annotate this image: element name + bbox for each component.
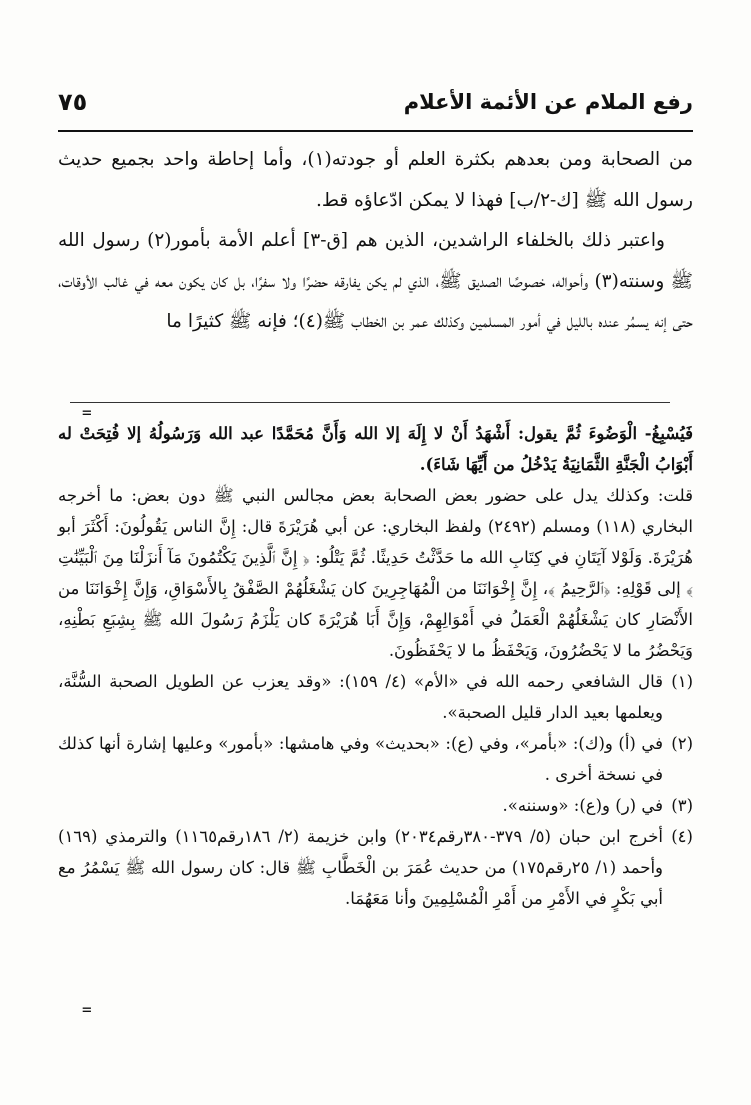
- body-paragraph-1: من الصحابة ومن بعدهم بكثرة العلم أو جودته(١)، وأما إحاطة واحد بجميع حديث رسول الله ﷺ [ك-٢/ب] فهذا لا يمكن ادّعاؤه قط.: [58, 149, 693, 211]
- footnote-number: (١): [671, 672, 693, 691]
- continuation-mark-top: =: [82, 403, 92, 422]
- footnote-text: أخرج ابن حبان (٥/ ٣٧٩-٣٨٠رقم٢٠٣٤) وابن خزيمة (٢/ ١٨٦رقم١١٦٥) والترمذي (١٦٩) وأحمد (١/ ٢٥رقم١٧٥) من حديث عُمَرَ بن الْخَطَّابِ ﷺ قال: كان رسول الله ﷺ يَسْمُرُ مع أبي بَكْرٍ في الأَمْرِ من أَمْرِ الْمُسْلِمِينَ وأنا مَعَهُمَا.: [58, 827, 663, 908]
- page-number: ٧٥: [58, 88, 88, 116]
- footnote-4: [58, 821, 693, 914]
- footnotes-section: [58, 418, 693, 914]
- footnote-number: (٤): [671, 827, 693, 846]
- footnote-number: (٣): [671, 796, 693, 815]
- footnote-3: [58, 790, 693, 821]
- continuation-mark-bottom: =: [82, 1000, 92, 1019]
- body-paragraph-2: واعتبر ذلك بالخلفاء الراشدين، الذين هم [ق-٣] أعلم الأمة بأمور(٢) رسول الله ﷺ وسنته(٣) وأحواله، خصوصًا الصديق ﷺ، الذي لم يكن يفارقه حضرًا ولا سفرًا، بل كان يكون معه في غالب الأوقات، حتى إنه يسمُر عنده بالليل في أمور المسلمين وكذلك عمر بن الخطاب ﷺ(٤)؛ فإنه ﷺ كثيرًا ما: [58, 230, 693, 332]
- footnote-text: في (ر) و(ع): «وسننه».: [502, 796, 663, 815]
- footnote-1: [58, 666, 693, 728]
- footnote-divider: [70, 402, 670, 403]
- footnote-number: (٢): [671, 734, 693, 753]
- main-text: [58, 140, 693, 343]
- running-title: رفع الملام عن الأئمة الأعلام: [403, 90, 693, 114]
- footnote-text: في (أ) و(ك): «بأمر»، وفي (ع): «بحديث» وفي هامشها: «بأمور» وعليها إشارة أنها كذلك في نسخة أخرى .: [58, 734, 663, 784]
- footnote-2: [58, 728, 693, 790]
- footnote-commentary: قلت: وكذلك يدل على حضور بعض الصحابة بعض مجالس النبي ﷺ دون بعض: ما أخرجه البخاري (١١٨) ومسلم (٢٤٩٢) ولفظ البخاري: عن أبي هُرَيْرَةَ قال: إِنَّ الناس يَقُولُونَ: أَكْثَرَ أبو هُرَيْرَةَ. وَلَوْلا آيَتَانِ في كِتَابِ الله ما حَدَّثْتُ حَدِيثًا. ثُمَّ يَتْلُو: ﴿ إِنَّ ٱلَّذِينَ يَكْتُمُونَ مَآ أَنزَلْنَا مِنَ ٱلْبَيِّنَٰتِ ﴾ إلى قَوْلِهِ: ﴿ٱلرَّحِيمُ ﴾، إِنَّ إِخْوَانَنَا من الْمُهَاجِرِينَ كان يَشْغَلُهُمْ الصَّفْقُ بِالأَسْوَاقِ، وَإِنَّ إِخْوَانَنَا من الأَنْصَارِ كان يَشْغَلُهُمْ الْعَمَلُ في أَمْوَالِهِمْ، وَإِنَّ أَبَا هُرَيْرَةَ كان يَلْزَمُ رَسُولَ الله ﷺ بِشِبَعِ بَطْنِهِ، وَيَحْضُرُ ما لا يَحْضُرُونَ، وَيَحْفَظُ ما لا يَحْفَظُونَ.: [58, 486, 693, 660]
- footnote-text: قال الشافعي رحمه الله في «الأم» (٤/ ١٥٩): «وقد يعزب عن الطويل الصحبة السُّنَّة، ويعلمها بعيد الدار قليل الصحبة».: [58, 672, 663, 722]
- footnote-continuation: فَيُسْبِغُ- الْوَضُوءَ ثُمَّ يقول: أَشْهَدُ أَنْ لا إِلَهَ إلا الله وَأَنَّ مُحَمَّدًا عبد الله وَرَسُولُهُ إلا فُتِحَتْ له أَبْوَابُ الْجَنَّةِ الثَّمَانِيَةُ يَدْخُلُ من أَيِّهَا شَاءَ).: [58, 424, 693, 474]
- page-header: [58, 86, 693, 132]
